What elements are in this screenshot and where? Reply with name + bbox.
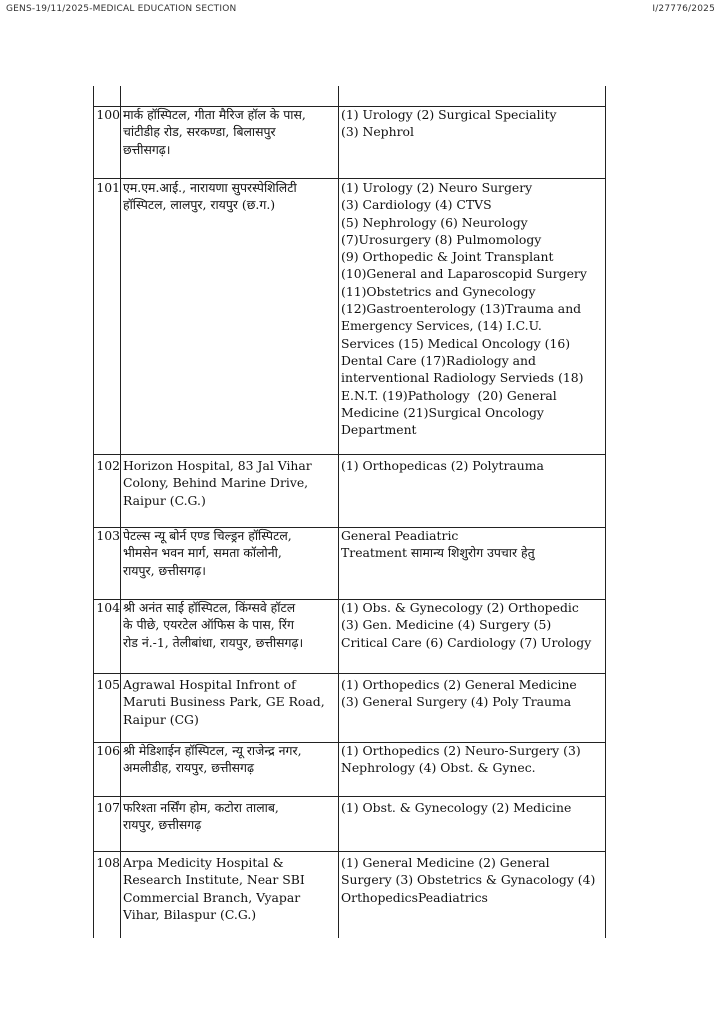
row-number: 103 <box>96 528 120 543</box>
row-number: 107 <box>96 800 120 815</box>
hospital-name: Arpa Medicity Hospital & Research Institute, Near SBI Commercial Branch, Vyapar Vihar, Bilaspur (C.G.) <box>123 855 305 922</box>
document-header-right: I/27776/2025 <box>652 4 715 14</box>
hospital-specialities: (1) Orthopedics (2) General Medicine (3) General Surgery (4) Poly Trauma <box>341 677 577 710</box>
hospital-name: पेटल्स न्यू बोर्न एण्ड चिल्ड्रन हॉस्पिटल, भीमसेन भवन मार्ग, समता कॉलोनी, रायपुर, छत्तीसगढ़। <box>123 528 292 578</box>
row-divider <box>93 454 606 455</box>
hospital-name: एम.एम.आई., नारायणा सुपरस्पेशिलिटी हॉस्पिटल, लालपुर, रायपुर (छ.ग.) <box>123 180 297 213</box>
row-number: 106 <box>96 743 120 758</box>
hospital-specialities: (1) Orthopedics (2) Neuro-Surgery (3) Nephrology (4) Obst. & Gynec. <box>341 743 581 776</box>
hospital-specialities: (1) Urology (2) Neuro Surgery (3) Cardiology (4) CTVS (5) Nephrology (6) Neurology (7)Urosurgery (8) Pulmomology (9) Orthopedic & Joint Transplant (10)General and Laparoscopid Surgery (11)Obstetrics and Gynecology (12)Gastroenterology (13)Trauma and Emergency Services, (14) I.C.U. Services (15) Medical Oncology (16) Dental Care (17)Radiology and interventional Radiology Servieds (18) E.N.T. (19)Pathology (20) General Medicine (21)Surgical Oncology Department <box>341 180 587 438</box>
row-number: 102 <box>96 458 120 473</box>
hospital-name: Agrawal Hospital Infront of Maruti Business Park, GE Road, Raipur (CG) <box>123 677 325 727</box>
row-divider <box>93 796 606 797</box>
column-divider-name <box>338 86 339 938</box>
table-border-right <box>605 86 606 938</box>
hospital-name: Horizon Hospital, 83 Jal Vihar Colony, Behind Marine Drive, Raipur (C.G.) <box>123 458 312 508</box>
row-divider <box>93 673 606 674</box>
hospital-specialities: (1) Obs. & Gynecology (2) Orthopedic (3) Gen. Medicine (4) Surgery (5) Critical Care (6) Cardiology (7) Urology <box>341 600 592 650</box>
column-divider-number <box>120 86 121 938</box>
row-divider <box>93 851 606 852</box>
hospital-name: फरिश्ता नर्सिंग होम, कटोरा तालाब, रायपुर, छत्तीसगढ़ <box>123 800 279 833</box>
row-number: 100 <box>96 107 120 122</box>
hospital-specialities: (1) Urology (2) Surgical Speciality (3) Nephrol <box>341 107 557 140</box>
row-number: 104 <box>96 600 120 615</box>
document-header-left: GENS-19/11/2025-MEDICAL EDUCATION SECTION <box>6 4 237 14</box>
hospital-name: श्री अनंत साई हॉस्पिटल, किंग्सवे हॉटल के पीछे, एयरटेल ऑफिस के पास, रिंग रोड नं.-1, तेलीबांधा, रायपुर, छत्तीसगढ़। <box>123 600 304 650</box>
hospital-specialities: (1) Orthopedicas (2) Polytrauma <box>341 458 544 473</box>
row-number: 101 <box>96 180 120 195</box>
hospital-name: मार्क हॉस्पिटल, गीता मैरिज हॉल के पास, चांटीडीह रोड, सरकण्डा, बिलासपुर छत्तीसगढ़। <box>123 107 306 157</box>
hospital-specialities: (1) Obst. & Gynecology (2) Medicine <box>341 800 572 815</box>
hospital-name: श्री मेडिशाईन हॉस्पिटल, न्यू राजेन्द्र नगर, अमलीडीह, रायपुर, छत्तीसगढ़ <box>123 743 302 776</box>
hospital-specialities: General Peadiatric Treatment सामान्य शिशुरोग उपचार हेतु <box>341 528 535 561</box>
hospital-table <box>93 86 606 938</box>
hospital-specialities: (1) General Medicine (2) General Surgery (3) Obstetrics & Gynacology (4) OrthopedicsPeadiatrics <box>341 855 596 905</box>
row-number: 105 <box>96 677 120 692</box>
row-number: 108 <box>96 855 120 870</box>
